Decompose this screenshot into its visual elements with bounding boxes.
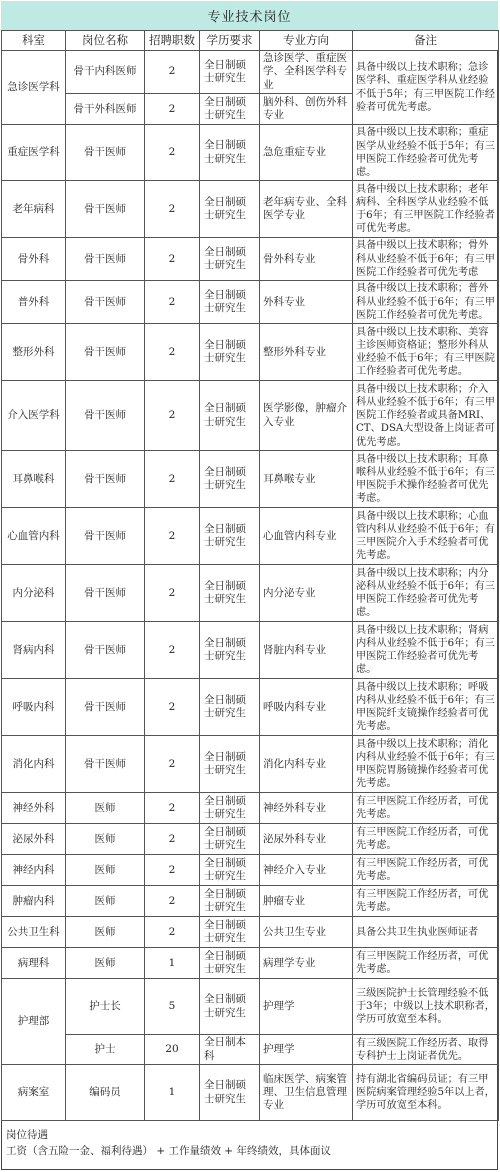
cell-count: 2 [145,824,200,855]
table-row [2,886,499,917]
benefits-heading: 岗位待遇 [6,1129,48,1141]
table-row [2,736,499,793]
cell-dept: 普外科 [2,281,66,324]
table-row [2,679,499,736]
table-row [2,51,499,94]
cell-note: 有三甲医院工作经历者，可优先考虑。 [353,824,499,855]
cell-major: 骨外科专业 [260,238,353,281]
cell-dept: 公共卫生科 [2,917,66,948]
section-title: 专业技术岗位 [1,1,498,31]
cell-education: 全日制硕士研究生 [200,508,260,565]
table-row [2,793,499,824]
cell-major: 急危重症专业 [260,125,353,181]
cell-position: 医师 [66,824,145,855]
cell-major: 神经介入专业 [260,855,353,886]
cell-position: 骨干医师 [66,679,145,736]
cell-note: 具备中级以上技术职称；骨外科从业经验不低于6年；有三甲医院工作经验者可优先考虑 [353,238,499,281]
cell-position: 骨干医师 [66,181,145,238]
cell-dept: 护理部 [2,979,66,1065]
cell-note: 有三甲医院工作经历者，可优先考虑。 [353,948,499,979]
table-row [2,622,499,679]
table-row [2,948,499,979]
cell-education: 全日制硕士研究生 [200,979,260,1035]
header-count: 招聘职数 [145,31,200,51]
cell-major: 外科专业 [260,281,353,324]
cell-count: 2 [145,886,200,917]
cell-count: 2 [145,793,200,824]
cell-note: 具备中级以上技术职称；普外科从业经验不低于6年；有三甲医院工作经验者可优先考虑。 [353,281,499,324]
cell-position: 医师 [66,917,145,948]
header-education: 学历要求 [200,31,260,51]
cell-count: 2 [145,855,200,886]
cell-major: 消化内科专业 [260,736,353,793]
table-row [2,381,499,451]
cell-education: 全日制硕士研究生 [200,793,260,824]
table-row [2,181,499,238]
cell-position: 骨干医师 [66,381,145,451]
header-position: 岗位名称 [66,31,145,51]
cell-note: 具备公共卫生执业医师证者 [353,917,499,948]
cell-major: 神经外科专业 [260,793,353,824]
cell-position: 护士 [66,1035,145,1065]
cell-note: 具备中级以上技术职称；内分泌科从业经验不低于6年；有三甲医院工作经验者可优先考虑。 [353,565,499,622]
cell-position: 骨干医师 [66,238,145,281]
table-row [2,1065,499,1121]
cell-note: 具备中级以上技术职称；消化内科从业经验不低于6年；有三甲医院胃肠镜操作经验者可优先考虑。 [353,736,499,793]
cell-dept: 骨外科 [2,238,66,281]
cell-note: 具备中级以上技术职称；心血管内科从业经验不低于6年；有三甲医院介入手术经验者可优先考虑。 [353,508,499,565]
cell-dept: 呼吸内科 [2,679,66,736]
cell-major: 耳鼻喉专业 [260,451,353,508]
cell-position: 骨干医师 [66,281,145,324]
table-row [2,238,499,281]
cell-dept: 急诊医学科 [2,51,66,125]
cell-note: 持有湖北省编码员证；有三甲医院病案管理经验5年以上者，学历可放宽至本科。 [353,1065,499,1121]
cell-position: 骨干医师 [66,451,145,508]
table-row [2,324,499,381]
cell-major: 急诊医学、重症医学、全科医学科专业 [260,51,353,94]
cell-dept: 肾病内科 [2,622,66,679]
cell-major: 病理学专业 [260,948,353,979]
cell-major: 护理学 [260,1035,353,1065]
cell-count: 5 [145,979,200,1035]
cell-major: 老年病专业、全科医学专业 [260,181,353,238]
cell-dept: 整形外科 [2,324,66,381]
cell-major: 护理学 [260,979,353,1035]
cell-note: 具备中级以上技术职称；老年病科、全科医学从业经验不低于6年；有三甲医院工作经验者可优先考虑。 [353,181,499,238]
cell-major: 肿瘤专业 [260,886,353,917]
cell-position: 骨干内科医师 [66,51,145,94]
cell-dept: 泌尿外科 [2,824,66,855]
cell-education: 全日制硕士研究生 [200,855,260,886]
header-note: 备注 [353,31,499,51]
table-row [2,1035,499,1065]
cell-position: 医师 [66,948,145,979]
cell-position: 骨干医师 [66,565,145,622]
cell-dept: 老年病科 [2,181,66,238]
cell-major: 内分泌专业 [260,565,353,622]
cell-position: 骨干外科医师 [66,94,145,125]
cell-education: 全日制硕士研究生 [200,565,260,622]
cell-count: 2 [145,565,200,622]
cell-education: 全日制硕士研究生 [200,324,260,381]
cell-count: 1 [145,948,200,979]
cell-major: 脑外科、创伤外科专业 [260,94,353,125]
table-row [2,508,499,565]
cell-count: 2 [145,679,200,736]
cell-position: 医师 [66,793,145,824]
cell-position: 骨干医师 [66,324,145,381]
cell-major: 整形外科专业 [260,324,353,381]
cell-position: 护士长 [66,979,145,1035]
cell-position: 骨干医师 [66,125,145,181]
cell-dept: 神经内科 [2,855,66,886]
cell-count: 2 [145,281,200,324]
cell-dept: 消化内科 [2,736,66,793]
cell-education: 全日制硕士研究生 [200,824,260,855]
cell-note: 具备中级以上技术职称；重症医学从业经验不低于5年；有三甲医院工作经验者可优先考虑。 [353,125,499,181]
cell-education: 全日制硕士研究生 [200,948,260,979]
cell-major: 医学影像，肿瘤介入专业 [260,381,353,451]
cell-dept: 病理科 [2,948,66,979]
cell-major: 呼吸内科专业 [260,679,353,736]
cell-count: 2 [145,736,200,793]
table-row [2,565,499,622]
cell-note: 有三级医院工作经历者、取得专科护士上岗证者优先。 [353,1035,499,1065]
cell-education: 全日制硕士研究生 [200,679,260,736]
cell-education: 全日制硕士研究生 [200,181,260,238]
cell-count: 20 [145,1035,200,1065]
table-row [2,855,499,886]
cell-education: 全日制硕士研究生 [200,281,260,324]
cell-dept: 神经外科 [2,793,66,824]
cell-count: 2 [145,324,200,381]
table-row [2,917,499,948]
cell-education: 全日制硕士研究生 [200,125,260,181]
cell-education: 全日制硕士研究生 [200,1065,260,1121]
cell-count: 1 [145,1065,200,1121]
cell-position: 医师 [66,886,145,917]
cell-major: 心血管内科专业 [260,508,353,565]
cell-major: 公共卫生专业 [260,917,353,948]
cell-note: 有三甲医院工作经历者，可优先考虑。 [353,886,499,917]
table-header-row [2,31,499,51]
table-row [2,824,499,855]
cell-note: 具备中级以上技术职称；耳鼻喉科从业经验不低于6年；有三甲医院手术操作经验者可优先考虑。 [353,451,499,508]
cell-note: 具备中级以上技术职称；介入科从业经验不低于6年；有三甲医院工作经验者或具备MRI、CT、DSA大型设备上岗证者可优先考虑。 [353,381,499,451]
cell-education: 全日制本科 [200,1035,260,1065]
cell-note: 有三甲医院工作经历者，可优先考虑。 [353,855,499,886]
header-dept: 科室 [2,31,66,51]
table-row [2,979,499,1035]
cell-education: 全日制硕士研究生 [200,622,260,679]
cell-dept: 重症医学科 [2,125,66,181]
cell-education: 全日制硕士研究生 [200,381,260,451]
cell-count: 2 [145,125,200,181]
cell-major: 肾脏内科专业 [260,622,353,679]
cell-position: 编码员 [66,1065,145,1121]
cell-dept: 肿瘤内科 [2,886,66,917]
cell-count: 2 [145,181,200,238]
recruitment-table [1,30,499,1121]
cell-dept: 耳鼻喉科 [2,451,66,508]
cell-count: 2 [145,94,200,125]
cell-dept: 心血管内科 [2,508,66,565]
cell-note: 具备中级以上技术职称；肾病内科从业经验不低于6年；有三甲医院工作经验者可优先考虑。 [353,622,499,679]
cell-position: 骨干医师 [66,736,145,793]
header-major: 专业方向 [260,31,353,51]
cell-education: 全日制硕士研究生 [200,886,260,917]
cell-education: 全日制硕士研究生 [200,451,260,508]
cell-count: 2 [145,51,200,94]
table-row [2,451,499,508]
cell-position: 医师 [66,855,145,886]
cell-major: 临床医学、病案管理、卫生信息管理专业 [260,1065,353,1121]
cell-position: 骨干医师 [66,508,145,565]
cell-count: 2 [145,622,200,679]
table-row [2,281,499,324]
cell-note: 具备中级以上技术职称；呼吸内科从业经验不低于6年；有三甲医院纤支镜操作经验者可优先考虑。 [353,679,499,736]
cell-position: 骨干医师 [66,622,145,679]
cell-count: 2 [145,917,200,948]
cell-education: 全日制硕士研究生 [200,238,260,281]
cell-note: 有三甲医院工作经历者，可优先考虑。 [353,793,499,824]
cell-note: 具备中级以上技术职称；急诊医学科、重症医学科从业经验不低于5年；有三甲医院工作经验者可优先考虑。 [353,51,499,125]
cell-dept: 介入医学科 [2,381,66,451]
cell-major: 泌尿外科专业 [260,824,353,855]
cell-education: 全日制硕士研究生 [200,917,260,948]
cell-count: 2 [145,238,200,281]
cell-education: 全日制硕士研究生 [200,51,260,94]
cell-count: 2 [145,381,200,451]
cell-note: 具备中级以上技术职称、美容主诊医师资格证；整形外科从业经验不低于6年；有三甲医院工作经验者可优先考虑。 [353,324,499,381]
cell-dept: 病案室 [2,1065,66,1121]
cell-dept: 内分泌科 [2,565,66,622]
cell-count: 2 [145,451,200,508]
benefits-section [1,1123,498,1170]
cell-count: 2 [145,508,200,565]
benefits-text: 工资（含五险一金、福利待遇） + 工作量绩效 + 年终绩效，具体面议 [6,1145,331,1157]
table-row [2,125,499,181]
cell-education: 全日制硕士研究生 [200,94,260,125]
cell-note: 三级医院护士长管理经验不低于3年；中级以上技术职称者，学历可放宽至本科。 [353,979,499,1035]
cell-education: 全日制硕士研究生 [200,736,260,793]
